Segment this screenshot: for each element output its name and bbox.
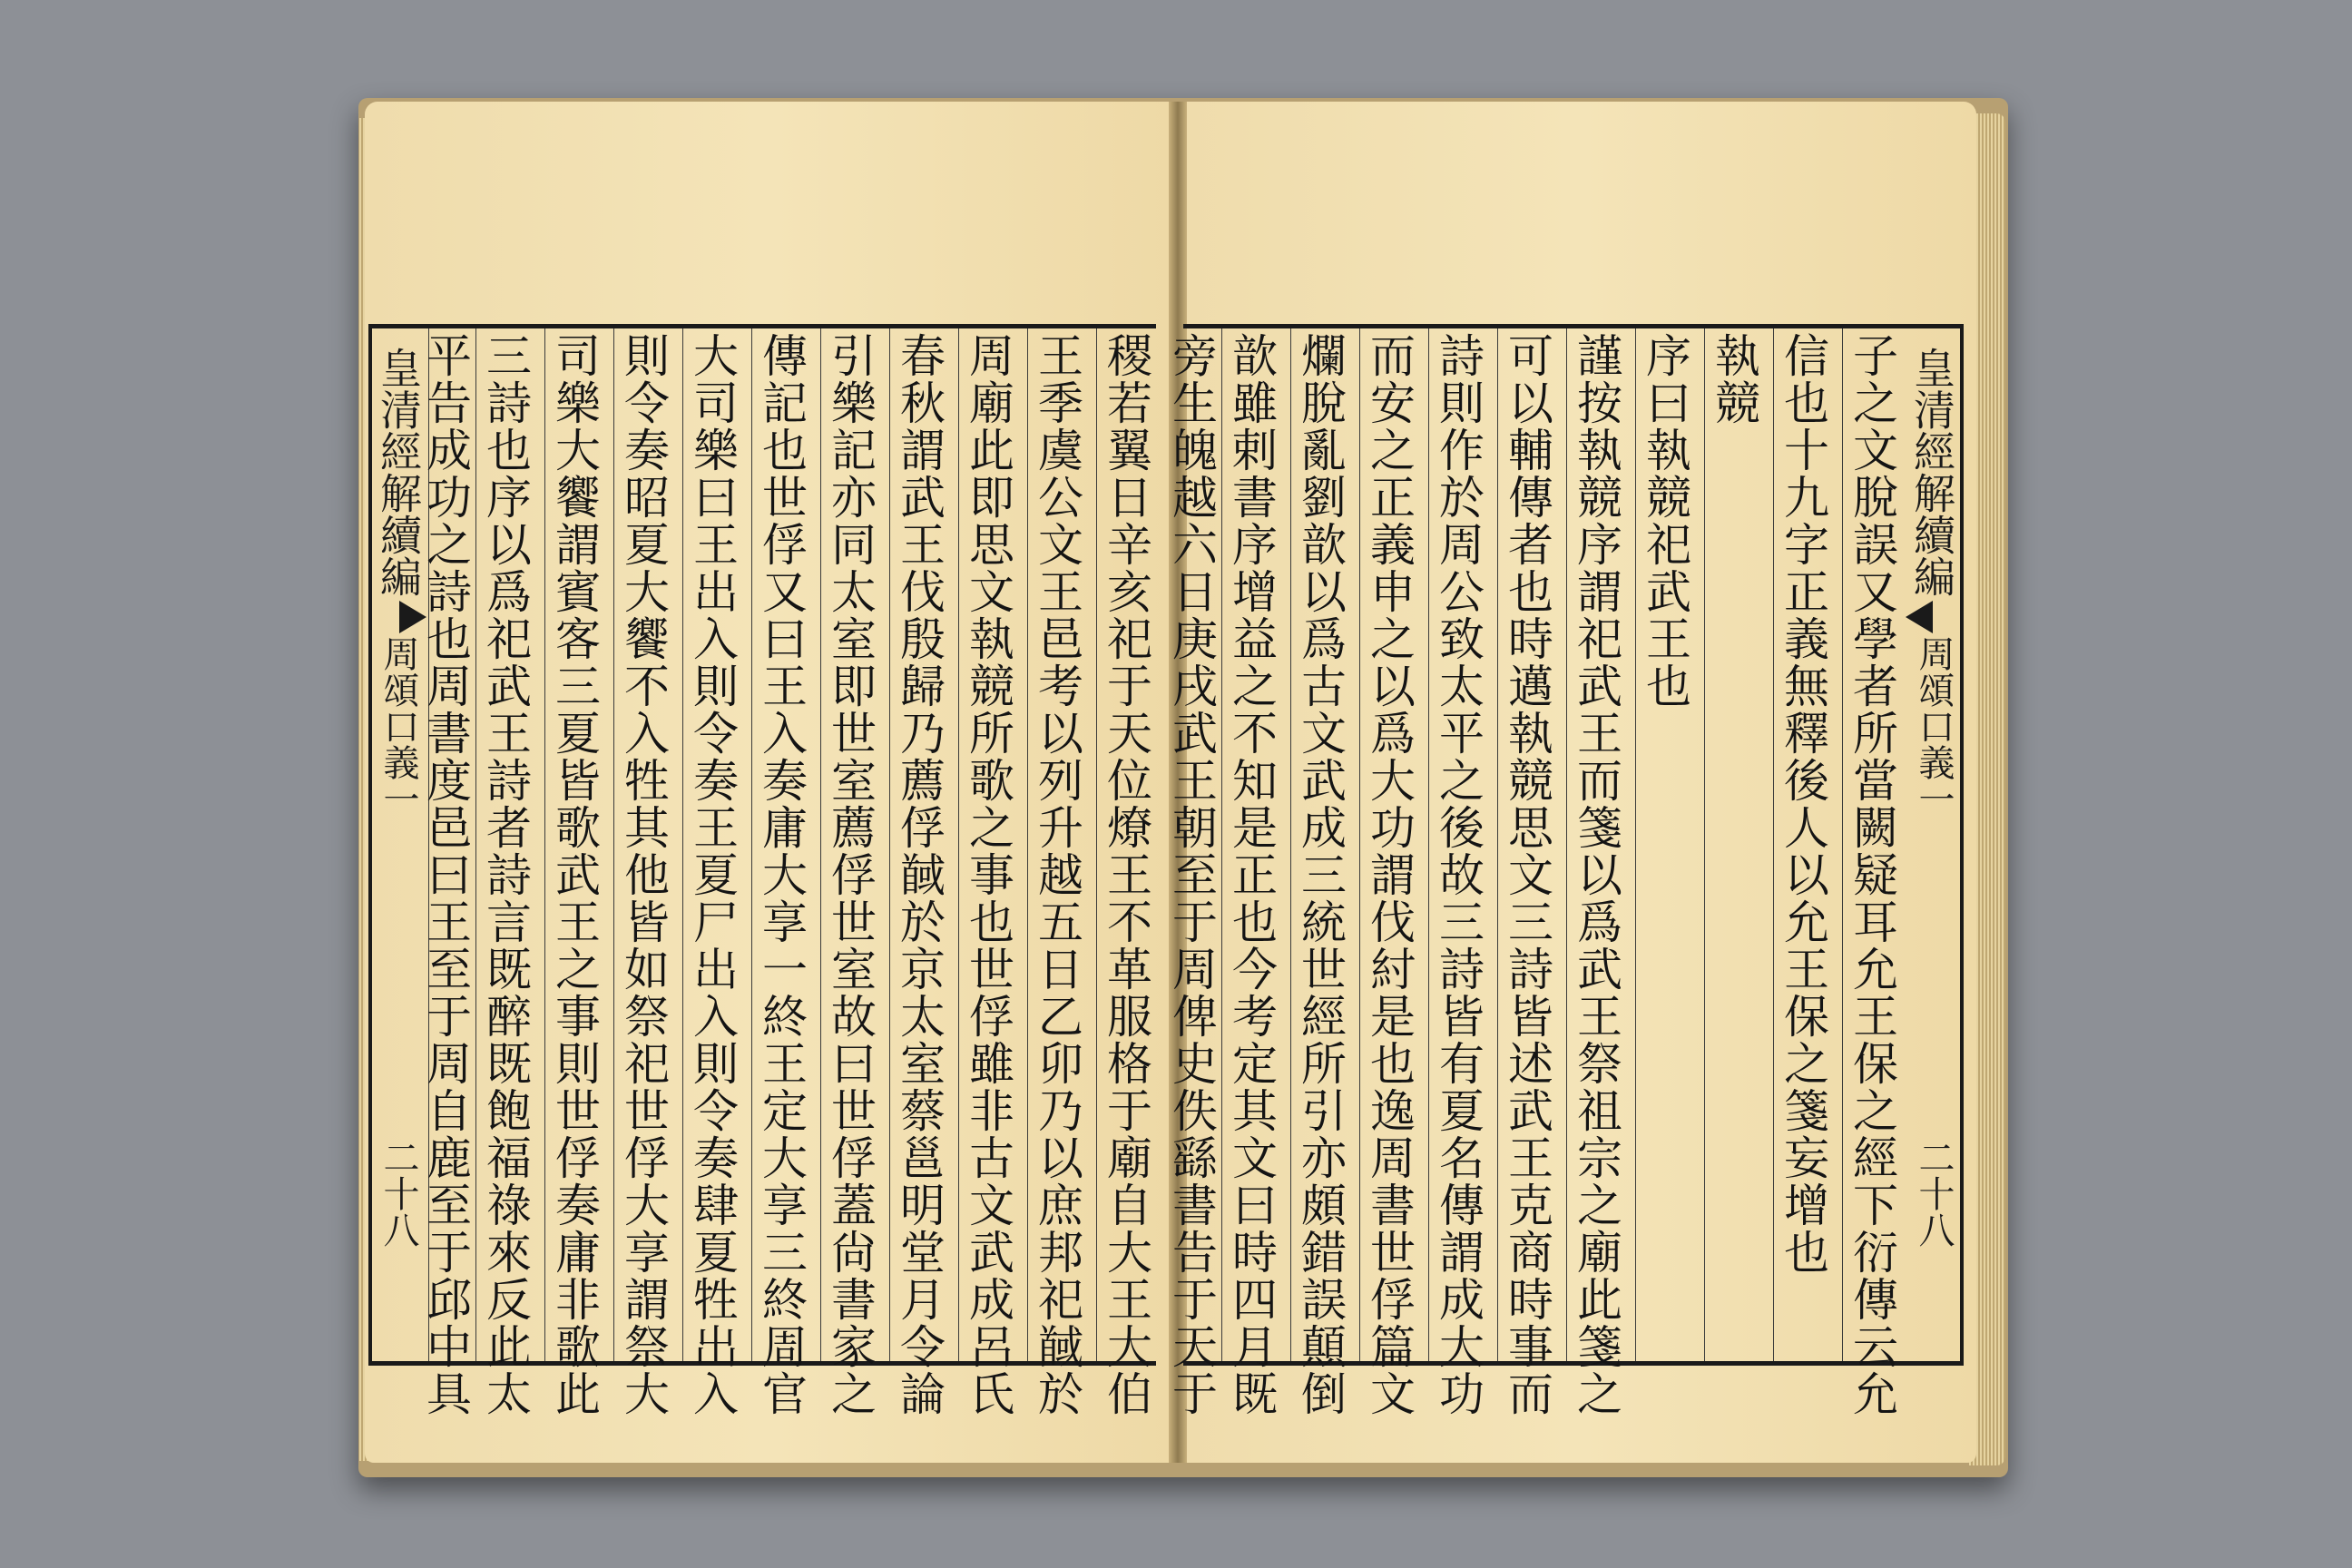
- left-margin-page-number: 二十八: [377, 1139, 419, 1248]
- left-text-column: 平告成功之詩也周書度邑曰王至于周自鹿至于邱中具: [428, 328, 475, 1361]
- left-text-column: 則令奏昭夏大饗不入牲其他皆如祭祀世俘大享謂祭大: [613, 328, 673, 1361]
- right-text-column: 謹按執競序謂祀武王而箋以爲武王祭祖宗之廟此箋之: [1566, 328, 1626, 1361]
- right-text-column: 歆雖剌書序增益之不知是正也今考定其文曰時四月既: [1221, 328, 1281, 1361]
- right-text-column: 執競: [1704, 328, 1764, 1361]
- right-text-column: 而安之正義申之以爲大功謂伐紂是也逸周書世俘篇文: [1359, 328, 1419, 1361]
- right-text-column: 旁生魄越六日庚戌武王朝至于周俾史佚繇書告于天于: [1165, 332, 1218, 1417]
- right-margin-title: 皇清經解續編: [1907, 347, 1956, 597]
- left-text-column: 三詩也序以爲祀武王詩者詩言既醉既飽福祿來反此太: [475, 328, 535, 1361]
- right-text-column: 信也十九字正義無釋後人以允王保之箋妄增也: [1773, 328, 1833, 1361]
- left-text-column: 春秋謂武王伐殷歸乃薦俘馘於京太室蔡邕明堂月令論: [889, 328, 949, 1361]
- left-text-column: 王季虞公文王邑考以列升越五日乙卯乃以庶邦祀馘於: [1027, 328, 1087, 1361]
- right-text-column: 詩則作於周公致太平之後故三詩皆有夏名傳謂成大功: [1428, 328, 1488, 1361]
- left-text-column: 司樂大饗謂賓客三夏皆歌武王之事則世俘奏庸非歌此: [544, 328, 604, 1361]
- left-text-column: 傳記也世俘又曰王入奏庸大享一終王定大享三終周官: [751, 328, 811, 1361]
- right-text-column: 可以輔傳者也時邁執競思文三詩皆述武王克商時事而: [1497, 328, 1557, 1361]
- left-text-column: 引樂記亦同太室即世室薦俘世室故曰世俘蓋尙書家之: [820, 328, 880, 1361]
- fish-tail-mark-right: [1906, 601, 1933, 633]
- left-text-column: 大司樂曰王出入則令奏王夏尸出入則令奏肆夏牲出入: [682, 328, 742, 1361]
- left-margin-section: 周頌口義一: [377, 635, 419, 817]
- right-text-column: 爛脫亂劉歆以爲古文武成三統世經所引亦頗錯誤顛倒: [1290, 328, 1350, 1361]
- left-text-column: 稷若翼日辛亥祀于天位燎王不革服格于廟自大王大伯: [1096, 328, 1156, 1361]
- right-text-column: 序曰執競祀武王也: [1635, 328, 1695, 1361]
- right-margin-page-number: 二十八: [1913, 1139, 1955, 1248]
- right-margin-section: 周頌口義一: [1913, 635, 1955, 817]
- left-margin-title: 皇清經解續編: [374, 347, 423, 597]
- right-text-column: 子之文脫誤又學者所當闕疑耳允王保之經下衍傳云允: [1842, 328, 1902, 1361]
- left-text-column: 周廟此即思文執競所歌之事也世俘雖非古文武成呂氏: [958, 328, 1018, 1361]
